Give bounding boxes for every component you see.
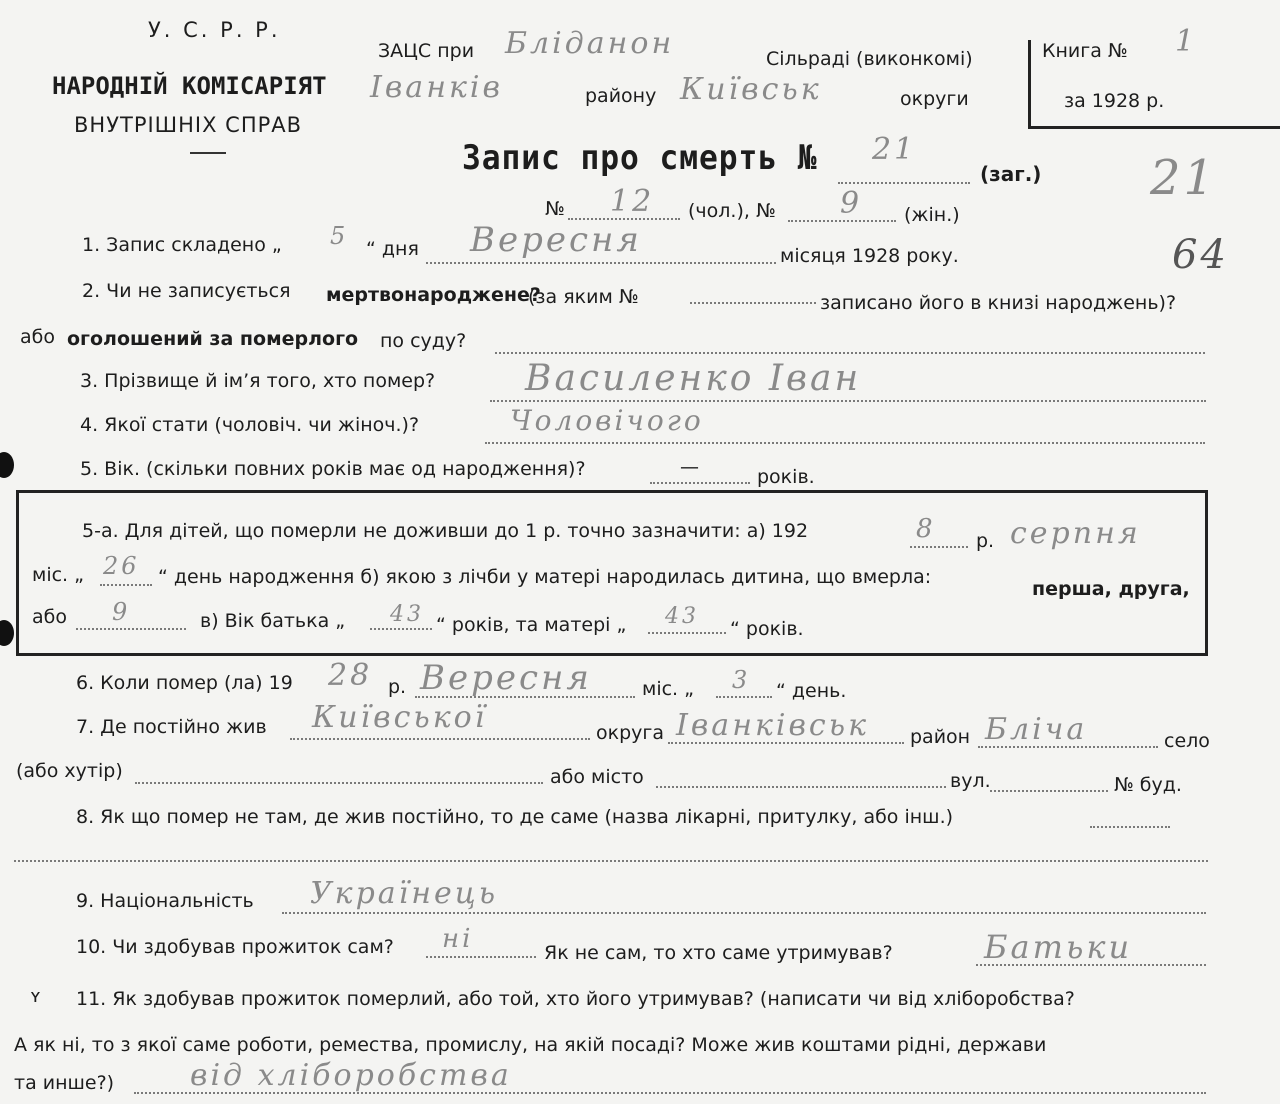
row5a-father-age: 43 [390, 602, 424, 627]
row5-label: 5. Вік. (скільки повних років має од народження)? [80, 458, 586, 480]
row5a-l2: “ день народження б) якою з лічби у матері народилась дитина, що вмерла: [158, 566, 932, 588]
row6-day: 3 [732, 666, 751, 694]
row5a-l1: 5-а. Для дітей, що померли не доживши до 1 р. точно зазначити: а) 192 [82, 520, 809, 542]
female-count-line [788, 220, 896, 222]
row1-month: Вересня [470, 220, 642, 260]
row5a-order-line [76, 628, 186, 630]
row4-line [485, 442, 1205, 444]
row7b-khutir-line [135, 782, 543, 784]
row5a-year-digit: 8 [916, 514, 936, 544]
book-number: 1 [1175, 24, 1198, 59]
row5a-l3b: “ років, та матері „ [436, 614, 627, 636]
row7-okrug-line [290, 738, 590, 740]
row1-tail: місяця 1928 року. [780, 245, 959, 267]
row7-rayon-label: район [910, 726, 971, 748]
row2b-line [495, 352, 1205, 354]
row5a-first: перша, друга, [1032, 578, 1190, 600]
dept-label: ВНУТРІШНІХ СПРАВ [74, 113, 303, 137]
row11-line [134, 1092, 1206, 1094]
row7b-misto: або місто [550, 766, 644, 788]
row10-line2 [976, 964, 1206, 966]
row11-l3: та инше?) [14, 1072, 115, 1094]
row2-b: мертвонароджене? [326, 284, 541, 306]
row9-line [282, 912, 1206, 914]
row4-label: 4. Якої стати (чоловіч. чи жіноч.)? [80, 414, 420, 436]
republic-label: У. С. Р. Р. [148, 18, 281, 42]
row6-month-line [415, 696, 635, 698]
row7-rayon: Іванківськ [676, 708, 869, 743]
row9-label: 9. Національність [76, 890, 254, 912]
silradi-label: Сільраді (виконкомі) [766, 48, 973, 70]
village-handwritten: Бліданон [505, 26, 675, 61]
row7-selo-hw: Бліча [985, 712, 1088, 747]
margin-note-2: 64 [1172, 232, 1229, 278]
row8-line-2 [14, 860, 1208, 862]
row5a-abo: або [32, 606, 67, 628]
row5a-month: серпня [1010, 516, 1141, 551]
row7-okruga: округа [596, 722, 665, 744]
record-number-line [838, 182, 970, 184]
row5a-father-line [370, 628, 432, 630]
row5a-day: 26 [103, 552, 140, 580]
row11-mark: ʏ [30, 986, 41, 1007]
record-number: 21 [872, 132, 917, 167]
row5a-mother-line [648, 632, 726, 634]
row3-label: 3. Прізвище й ім’я того, хто помер? [80, 370, 436, 392]
row11-l2: А як ні, то з якої саме роботи, ремества, промислу, на якій посаді? Може жив коштами рідні, держави [14, 1034, 1047, 1056]
row2b-c: по суду? [380, 330, 467, 352]
row8-line [1090, 826, 1170, 828]
male-count: 12 [610, 184, 655, 219]
row1-day: 5 [330, 222, 349, 250]
row7-label: 7. Де постійно жив [76, 716, 267, 738]
margin-note-1: 21 [1150, 150, 1218, 206]
row5a-l3: в) Вік батька „ [200, 610, 346, 632]
row10-mid: Як не сам, то хто саме утримував? [544, 942, 893, 964]
okrug-handwritten: Київськ [680, 72, 822, 107]
header-divider [190, 152, 226, 154]
row6-tail: “ день. [776, 680, 847, 702]
row11-value: від хліборобства [190, 1058, 512, 1093]
row7-selo: село [1164, 730, 1210, 752]
row2-d: записано його в книзі народжень)? [820, 292, 1177, 314]
book-year: за 1928 р. [1064, 90, 1165, 112]
row5-value: — [680, 456, 699, 478]
row11-l1: 11. Як здобував прожиток померлий, або той, хто його утримував? (написати чи від хліборобства? [76, 988, 1075, 1010]
chol-label: (чол.), № [688, 200, 776, 222]
record-title: Запис про смерть № [462, 138, 818, 178]
row5a-order: 9 [112, 598, 131, 626]
row6-r: р. [388, 676, 407, 698]
row7b-khutir: (або хутір) [16, 760, 123, 782]
row7b-vul: вул. [950, 770, 991, 792]
row7-rayon-line [668, 742, 904, 744]
okrugy-label: округи [900, 88, 969, 110]
row6-label: 6. Коли помер (ла) 19 [76, 672, 293, 694]
row5a-day-line [100, 584, 152, 586]
row7b-bud: № буд. [1114, 774, 1182, 796]
row7-okrug: Київської [312, 700, 488, 735]
female-count: 9 [840, 186, 863, 221]
row2b-b: оголошений за померлого [67, 328, 359, 350]
row1-dnya: “ дня [366, 238, 419, 260]
row6-year: 28 [328, 658, 373, 693]
row2-a: 2. Чи не записується [82, 280, 291, 302]
row2b-a: або [20, 326, 55, 348]
row5-line [650, 482, 750, 484]
row6-day-line [716, 696, 772, 698]
commissariat-label: НАРОДНІЙ КОМІСАРІЯТ [52, 72, 327, 100]
punch-hole [0, 452, 14, 478]
row3-value: Василенко Іван [525, 358, 862, 399]
row10-line [426, 956, 536, 958]
row7-selo-line [978, 746, 1158, 748]
row5a-mis: міс. „ [32, 564, 84, 586]
row3-line [490, 400, 1206, 402]
rayonu-label: району [585, 85, 657, 107]
punch-hole [0, 620, 14, 646]
row5a-r: р. [976, 530, 995, 552]
row9-value: Українець [310, 876, 499, 911]
row5a-year-line [910, 546, 968, 548]
zhin-label: (жін.) [904, 204, 960, 226]
row5a-mother-age: 43 [665, 604, 699, 629]
row5-tail: років. [757, 466, 815, 488]
row7b-misto-line [656, 786, 946, 788]
row2-line [690, 302, 816, 304]
zags-label: ЗАЦС при [378, 40, 475, 62]
sub-no-label: № [545, 198, 565, 220]
row1-month-line [426, 262, 776, 264]
row6-month: Вересня [420, 658, 592, 698]
book-label: Книга № [1042, 40, 1128, 62]
row10-value2: Батьки [984, 928, 1133, 966]
row10-label: 10. Чи здобував прожиток сам? [76, 936, 394, 958]
district-handwritten: Іванків [370, 70, 503, 105]
row5a-l3c: “ років. [730, 618, 804, 640]
row8-label: 8. Як що помер не там, де жив постійно, то де саме (назва лікарні, притулку, або інш.) [76, 806, 954, 828]
row10-value: ні [442, 924, 474, 954]
row1-label: 1. Запис складено „ [82, 234, 282, 256]
row2-c: (за яким № [528, 286, 639, 308]
zag-label: (заг.) [980, 162, 1042, 186]
row7b-vul-line [990, 790, 1108, 792]
row4-value: Чоловічого [510, 404, 704, 437]
row6-mis: міс. „ [642, 678, 694, 700]
